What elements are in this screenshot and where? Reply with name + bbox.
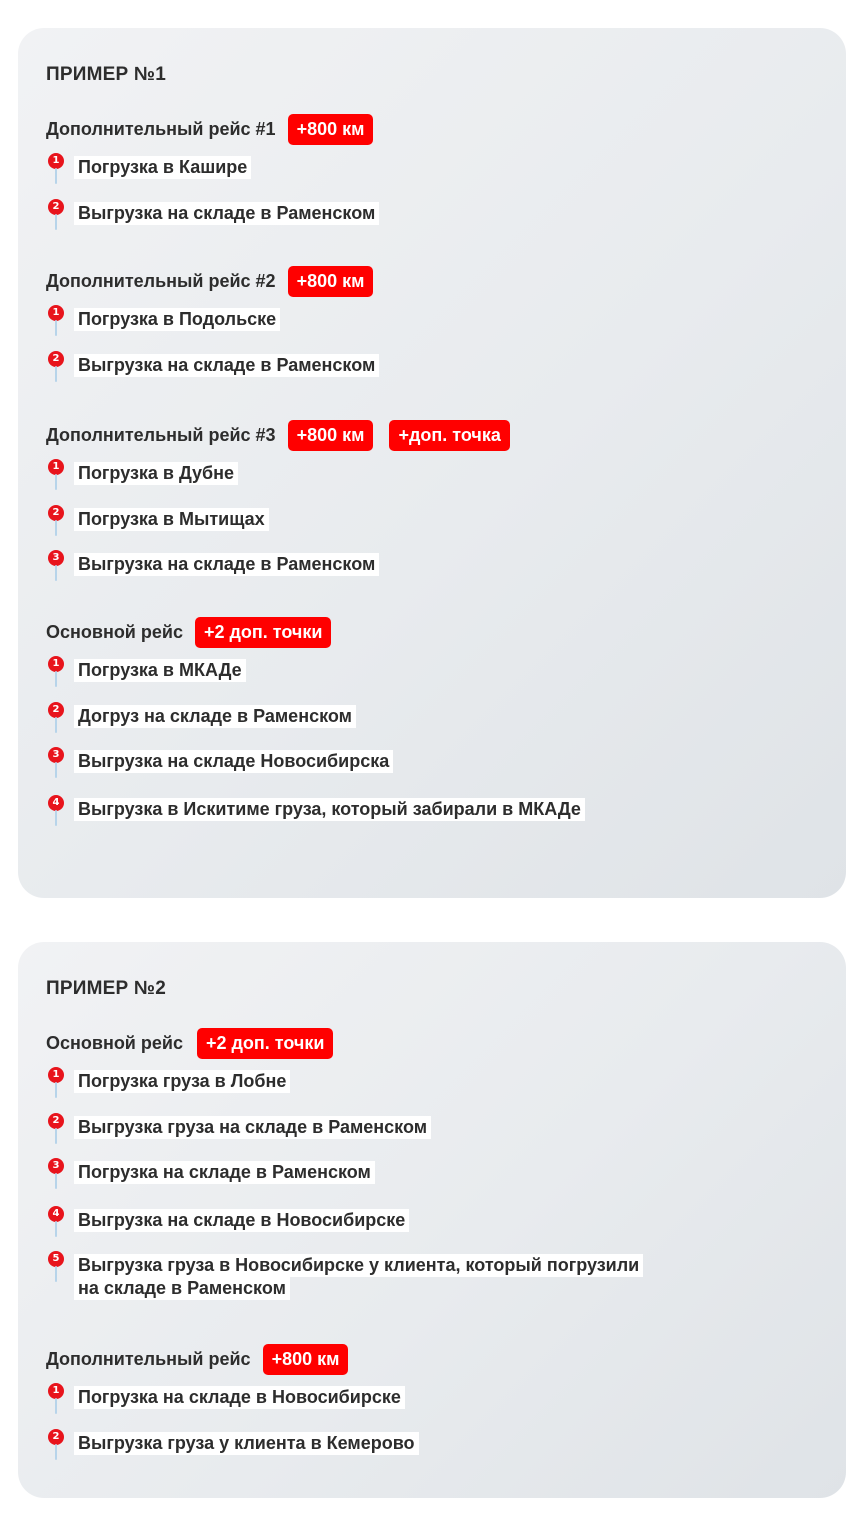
stop-item xyxy=(46,508,818,531)
trip-header xyxy=(46,1343,818,1375)
example-title: ПРИМЕР №2 xyxy=(46,978,166,999)
trip-title: Дополнительный рейс #2 xyxy=(46,270,276,291)
map-pin-icon: 1 xyxy=(47,305,65,337)
map-pin-icon: 2 xyxy=(47,1113,65,1145)
stop-label: Погрузка на складе в Раменском xyxy=(74,1161,375,1184)
trip-title: Дополнительный рейс #1 xyxy=(46,118,276,139)
extra-points-badge: +2 доп. точки xyxy=(195,617,331,648)
trip-header xyxy=(46,1027,818,1059)
stop-item xyxy=(46,750,818,773)
distance-badge: +800 км xyxy=(288,420,374,451)
stop-label: Выгрузка на складе в Раменском xyxy=(74,354,379,377)
extra-point-badge: +доп. точка xyxy=(389,420,509,451)
trip-title: Основной рейс xyxy=(46,621,183,642)
example-card-2 xyxy=(18,942,846,1498)
trip-header xyxy=(46,113,818,145)
stop-label: Догруз на складе в Раменском xyxy=(74,705,356,728)
stop-item xyxy=(46,354,818,377)
stop-label: Выгрузка на складе в Раменском xyxy=(74,202,379,225)
map-pin-icon: 4 xyxy=(47,795,65,827)
map-pin-icon: 1 xyxy=(47,656,65,688)
map-pin-icon: 2 xyxy=(47,199,65,231)
stop-list xyxy=(46,1070,818,1300)
trip-extra-3 xyxy=(46,419,818,576)
stop-item xyxy=(46,1161,818,1184)
stop-item xyxy=(46,202,818,225)
stop-item xyxy=(46,659,818,682)
trip-title: Дополнительный рейс #3 xyxy=(46,424,276,445)
example-card-1 xyxy=(18,28,846,898)
stop-label: Погрузка на складе в Новосибирске xyxy=(74,1386,405,1409)
map-pin-icon: 3 xyxy=(47,550,65,582)
stop-item xyxy=(46,798,818,821)
stop-item xyxy=(46,1432,818,1455)
map-pin-icon: 5 xyxy=(47,1251,65,1283)
stop-label: Погрузка в Дубне xyxy=(74,462,238,485)
stop-label: Погрузка груза в Лобне xyxy=(74,1070,290,1093)
map-pin-icon: 3 xyxy=(47,1158,65,1190)
distance-badge: +800 км xyxy=(263,1344,349,1375)
map-pin-icon: 2 xyxy=(47,505,65,537)
stop-list xyxy=(46,659,818,821)
stop-label: Выгрузка груза у клиента в Кемерово xyxy=(74,1432,419,1455)
map-pin-icon: 3 xyxy=(47,747,65,779)
stop-label: Погрузка в Мытищах xyxy=(74,508,269,531)
map-pin-icon: 1 xyxy=(47,1067,65,1099)
stop-list xyxy=(46,462,818,576)
stop-item xyxy=(46,1070,818,1093)
stop-list xyxy=(46,1386,818,1455)
map-pin-icon: 1 xyxy=(47,153,65,185)
stop-list xyxy=(46,308,818,377)
map-pin-icon: 2 xyxy=(47,702,65,734)
trip-extra-2 xyxy=(46,265,818,377)
stop-label: Выгрузка в Искитиме груза, который забирали в МКАДе xyxy=(74,798,585,821)
stop-label: Погрузка в Подольске xyxy=(74,308,280,331)
example-title: ПРИМЕР №1 xyxy=(46,64,166,85)
stop-item xyxy=(46,1386,818,1409)
stop-label: Погрузка в МКАДе xyxy=(74,659,246,682)
map-pin-icon: 1 xyxy=(47,459,65,491)
stop-item xyxy=(46,308,818,331)
trip-header xyxy=(46,616,818,648)
stop-label: Выгрузка на складе Новосибирска xyxy=(74,750,393,773)
stop-item xyxy=(46,705,818,728)
trip-extra xyxy=(46,1343,818,1455)
trip-title: Дополнительный рейс xyxy=(46,1348,251,1369)
trip-main xyxy=(46,616,818,821)
distance-badge: +800 км xyxy=(288,266,374,297)
stop-item xyxy=(46,1116,818,1139)
distance-badge: +800 км xyxy=(288,114,374,145)
map-pin-icon: 2 xyxy=(47,351,65,383)
trip-header xyxy=(46,419,818,451)
trip-extra-1 xyxy=(46,113,818,225)
stop-label: Выгрузка на складе в Новосибирске xyxy=(74,1209,409,1232)
trip-main xyxy=(46,1027,818,1300)
map-pin-icon: 1 xyxy=(47,1383,65,1415)
stop-list xyxy=(46,156,818,225)
stop-label: Выгрузка груза в Новосибирске у клиента, который погрузили на складе в Раменском xyxy=(74,1254,818,1300)
trip-title: Основной рейс xyxy=(46,1032,183,1053)
trip-header xyxy=(46,265,818,297)
stop-label: Выгрузка груза на складе в Раменском xyxy=(74,1116,431,1139)
stop-item xyxy=(46,156,818,179)
stop-label: Выгрузка на складе в Раменском xyxy=(74,553,379,576)
stop-item xyxy=(46,1209,818,1232)
stop-item xyxy=(46,553,818,576)
map-pin-icon: 2 xyxy=(47,1429,65,1461)
map-pin-icon: 4 xyxy=(47,1206,65,1238)
stop-item xyxy=(46,462,818,485)
extra-points-badge: +2 доп. точки xyxy=(197,1028,333,1059)
stop-label: Погрузка в Кашире xyxy=(74,156,251,179)
stop-item xyxy=(46,1254,818,1300)
